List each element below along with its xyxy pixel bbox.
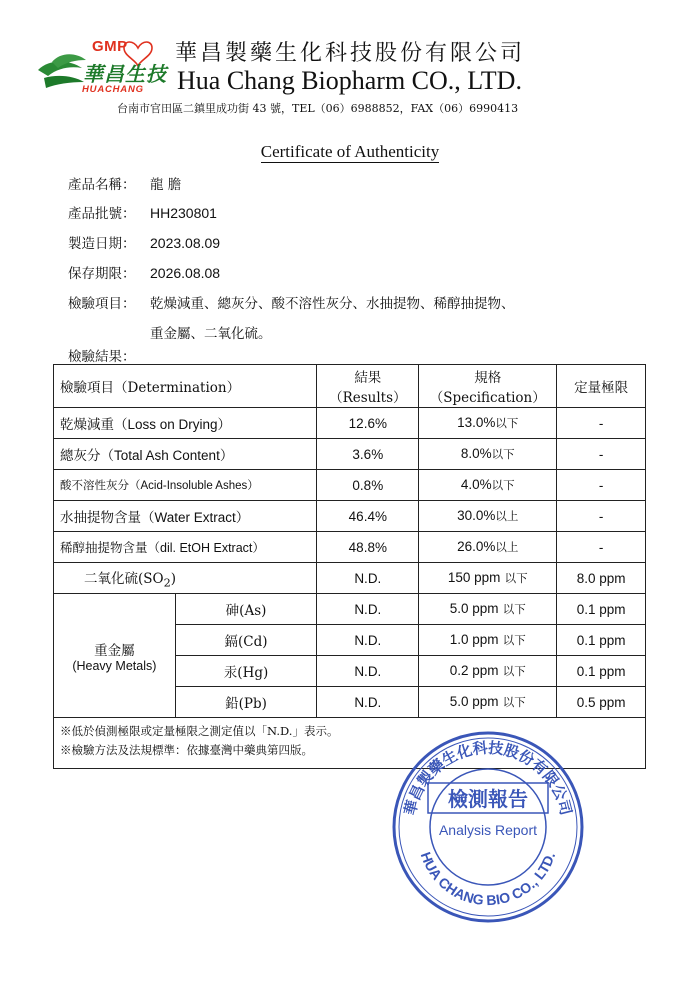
table-row [54, 532, 646, 563]
row-result: N.D. [317, 594, 419, 625]
row-spec: 5.0 ppm 以下 [419, 594, 557, 625]
gmp-mark: GMP [92, 38, 128, 55]
row-spec: 4.0%以下 [419, 470, 557, 501]
table-row-so2 [54, 563, 646, 594]
results-table [53, 364, 646, 769]
table-row-heavy-metal [54, 594, 646, 625]
row-limit: - [557, 501, 646, 532]
row-limit: - [557, 408, 646, 439]
company-name-cn: 華昌製藥生化科技股份有限公司 [175, 41, 526, 66]
header-results: 結果 （Results） [317, 365, 419, 408]
row-spec: 0.2 ppm 以下 [419, 656, 557, 687]
table-row [54, 439, 646, 470]
row-item: 總灰分（Total Ash Content） [54, 439, 317, 470]
row-spec: 1.0 ppm 以下 [419, 625, 557, 656]
row-spec: 30.0%以上 [419, 501, 557, 532]
row-limit: - [557, 532, 646, 563]
row-spec: 13.0%以下 [419, 408, 557, 439]
certificate-title: Certificate of Authenticity [260, 142, 440, 161]
field-product-name: 產品名稱： 龍 膽 [68, 177, 182, 193]
row-result: 0.8% [317, 470, 419, 501]
row-item: 二氧化硫$(SO_2)$ [54, 563, 317, 594]
row-spec: 150 ppm 以下 [419, 563, 557, 594]
note-nd: ※低於偵測極限或定量極限之測定值以「N.D.」表示。 [60, 724, 339, 738]
row-limit: 0.5 ppm [557, 687, 646, 718]
analysis-report-stamp [388, 727, 588, 927]
row-result: 48.8% [317, 532, 419, 563]
row-spec: 8.0%以下 [419, 439, 557, 470]
field-batch-number: 產品批號： HH230801 [68, 205, 217, 222]
field-test-items-cont: 重金屬、二氧化硫。 [150, 326, 272, 342]
row-spec: 26.0%以上 [419, 532, 557, 563]
row-result: N.D. [317, 563, 419, 594]
logo-text-cn: 華昌生技 [83, 62, 167, 86]
logo-text-en: HUACHANG [82, 84, 144, 95]
row-limit: 8.0 ppm [557, 563, 646, 594]
row-limit: 0.1 ppm [557, 594, 646, 625]
row-result: 46.4% [317, 501, 419, 532]
row-item: 乾燥減重（Loss on Drying） [54, 408, 317, 439]
stamp-center-cn: 檢測報告 [448, 787, 528, 811]
row-limit: 0.1 ppm [557, 625, 646, 656]
table-row [54, 501, 646, 532]
row-item: 稀醇抽提物含量（dil. EtOH Extract） [54, 532, 317, 563]
table-header-row [54, 365, 646, 408]
note-method: ※檢驗方法及法規標準：依據臺灣中藥典第四版。 [60, 743, 313, 757]
row-element: 汞(Hg) [175, 656, 317, 687]
row-element: 鉛(Pb) [175, 687, 317, 718]
row-result: 12.6% [317, 408, 419, 439]
stamp-center-en: Analysis Report [438, 822, 538, 838]
row-item: 酸不溶性灰分（Acid-Insoluble Ashes） [54, 470, 317, 501]
header-specification: 規格 （Specification） [419, 365, 557, 408]
row-item: 水抽提物含量（Water Extract） [54, 501, 317, 532]
field-test-items: 檢驗項目： 乾燥減重、總灰分、酸不溶性灰分、水抽提物、稀醇抽提物、 [68, 296, 515, 312]
heavy-metals-label: 重金屬 (Heavy Metals) [54, 594, 176, 718]
header-determination: 檢驗項目（Determination） [54, 365, 317, 408]
table-row [54, 408, 646, 439]
table-row [54, 470, 646, 501]
field-test-results: 檢驗結果： [68, 349, 136, 365]
row-result: 3.6% [317, 439, 419, 470]
stamp-ring-text-en: HUA CHANG BIO CO., LTD. [417, 849, 559, 909]
header-limit: 定量極限 [557, 365, 646, 408]
row-limit: - [557, 470, 646, 501]
row-spec: 5.0 ppm 以下 [419, 687, 557, 718]
company-name-en: Hua Chang Biopharm CO., LTD. [177, 66, 522, 95]
row-result: N.D. [317, 687, 419, 718]
row-limit: - [557, 439, 646, 470]
company-address: 台南市官田區二鎮里成功街 43 號，TEL（06）6988852，FAX（06）6990413 [117, 102, 519, 115]
field-expiry-date: 保存期限： 2026.08.08 [68, 265, 221, 282]
row-result: N.D. [317, 625, 419, 656]
row-element: 砷(As) [175, 594, 317, 625]
field-manufacture-date: 製造日期： 2023.08.09 [68, 235, 221, 252]
row-element: 鎘(Cd) [175, 625, 317, 656]
stamp-ring-text: 華昌製藥生化科技股份有限公司 [400, 738, 576, 818]
row-result: N.D. [317, 656, 419, 687]
row-limit: 0.1 ppm [557, 656, 646, 687]
